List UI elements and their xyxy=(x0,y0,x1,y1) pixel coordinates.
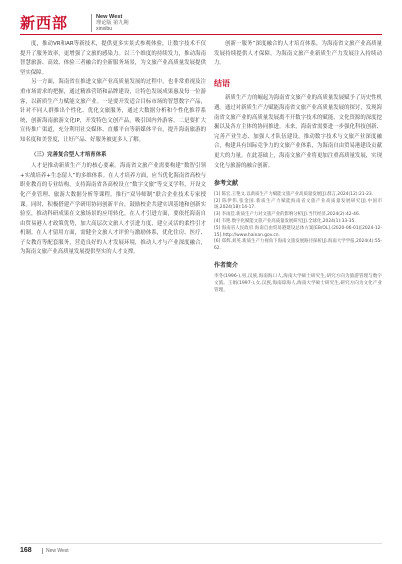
section-title: 结语 xyxy=(214,78,230,88)
right-column xyxy=(214,40,382,294)
page-number: 168 xyxy=(20,547,32,554)
author-heading: 作者简介 xyxy=(214,261,239,269)
reference-item: [3] 李雨佳.新质生产力对文旅产业的影响分析[J].当代经济,2024(2):42-46. xyxy=(214,212,361,218)
reference-item: [5] 海南省人民政府.海南自由贸易港建设总体方案[EB/OL].(2020-06-01)[2024-12-15].http://www.hainan.gov.cn. xyxy=(214,225,382,238)
left-column xyxy=(20,40,206,258)
subsection-heading: （三）完善复合型人才培育体系 xyxy=(31,151,107,158)
magazine-logo: 新西部 xyxy=(20,14,69,32)
body-paragraph: 度，推动VR和AR等新技术，提供更多实景式参观体验，让数字技术不仅提升了服务效率，更增强了文旅的感染力。以三个维度的持续发力，推动海南智慧旅游、高效、体验三者融合的全新服务场景，为文旅产业高质量发展提供坚实保障。 xyxy=(20,41,206,76)
masthead-sub1: 理论版 第九期 xyxy=(96,20,129,26)
references-list xyxy=(214,192,382,253)
author-bio: 李冬(1996-),男,汉族,海南海口人,海南大学硕士研究生,研究方向为旅游管理与数字文旅。王娟(1997-),女,汉族,海南琼海人,海南大学硕士研究生,研究方向为文化产业管理。 xyxy=(214,274,382,294)
reference-item: [6] 郑辉,刘英.新质生产力视角下海南文旅发展路径探析[J].海南大学学报,2024(4):55-62. xyxy=(214,239,382,252)
reference-item: [2] 陈伊伟,张金国.新质生产力赋能海南省文旅产业高质量发展研究[J].中国市场,2024(18):14-17. xyxy=(214,198,382,211)
header-rule xyxy=(20,34,382,35)
magazine-masthead xyxy=(91,14,129,32)
page-footer xyxy=(20,543,382,556)
references-heading: 参考文献 xyxy=(214,180,239,188)
reference-item: [1] 陈宏,王艳文.以新质生产力赋能文旅产业高质量发展[J].群言,2024(12):21-23. xyxy=(214,191,374,197)
body-paragraph: 人才是推动新质生产力的核心要素。海南省文旅产业需要构建“数智引领+实战培养+生态留人”的多维体系。在人才培养方面，应当优化海南省高校与职业教育的专业结构，支持海南省各高校设立“数字文旅”等交叉学科，开设文化产业管理、旅游大数据分析等课程，推行“双导师制”联合企业技术专家授课。同时，积极搭建产学研用协同创新平台，鼓励校企共建实训基地和创新实验室，推动科研成果在文旅场景的应用转化。在人才引进方面，要依托海南自由贸易港人才政策优势，加大高层次文旅人才引进力度，建立灵活的柔性引才机制。在人才留用方面，需健全文旅人才评价与激励体系，优化住房、医疗、子女教育等配套服务，营造良好的人才发展环境，推动人才与产业深度融合，为海南文旅产业高质量发展提供坚实的人才支撑。 xyxy=(20,163,206,256)
page-header xyxy=(20,12,382,32)
body-paragraph: 新质生产力的崛起为海南省文旅产业的高质量发展赋予了历史性机遇。通过对新质生产力赋能海南省文旅产业高质量发展的探讨，发现海南省文旅产业的高质量发展离不开数字技术的赋能、文化资源的深度挖掘以及各方主体的协同推进。未来，海南省需要进一步强化科技创新、完善产业生态、加强人才队伍建设，推动数字技术与文旅产业深度融合，构建具有国际竞争力的文旅产业体系，为海南自由贸易港建设贡献更大的力量。在此基础上，海南文旅产业将更加注重高质量发展，实现文化与旅游的融合创新。 xyxy=(214,95,382,169)
reference-item: [4] 韦艳.数字化赋能文旅产业高质量发展研究[J].全球化,2024(1):33-35. xyxy=(214,218,356,224)
body-paragraph: 创新一服务”深度融合的人才培育体系，为海南省文旅产业高质量发展持续提供人才保障，为海南文旅产业新质生产力发展注入持续动力。 xyxy=(214,41,382,67)
footer-magazine-name: New West xyxy=(42,548,69,554)
masthead-title: New West xyxy=(96,14,123,20)
body-paragraph: 另一方面，海南省在推进文旅产业高质量发展的过程中，也非常重视及注重市场需求的把握，通过精准营销和品牌建设，让特色发展成果惠及每一位游客，以新质生产力赋能文旅产业。一是要开发适合目标市场的智慧数字产品，针对不同人群推出个性化、优化文旅服务，通过大数据分析和个性化推荐系统，创新海南旅游文化IP，开发特色文创产品，吸引国内外游客。二是要扩大宣传推广渠道，充分利用社交媒体、直播平台等新媒体平台，提升海南旅游的知名度和美誉度，让好产品、好服务被更多人了解。 xyxy=(20,79,206,143)
masthead-sub2: xinxibu xyxy=(96,26,113,32)
